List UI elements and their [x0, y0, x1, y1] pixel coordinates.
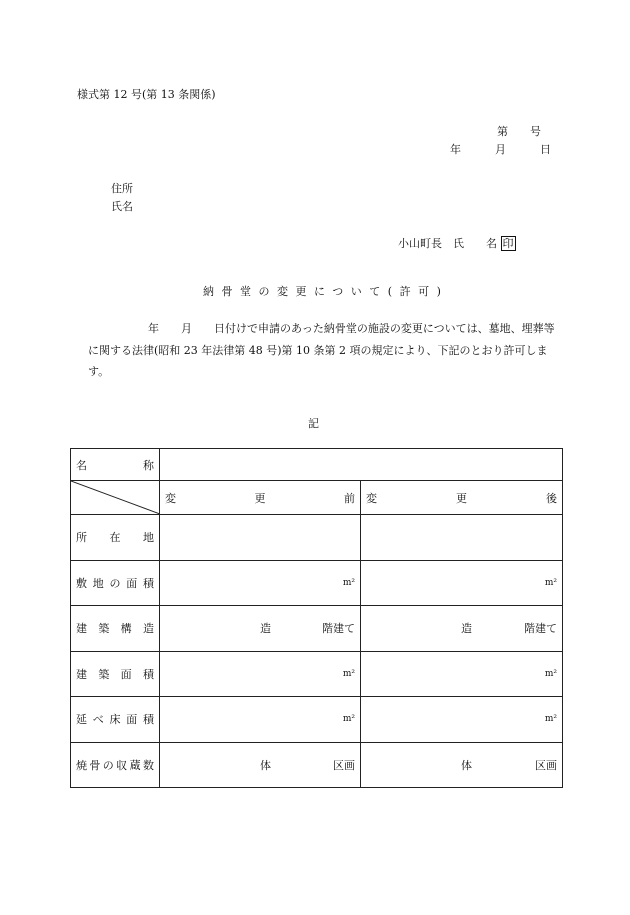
char: 積 — [142, 667, 154, 681]
table-row — [71, 481, 563, 515]
before-value-cell — [160, 560, 361, 606]
address-label: 住所 — [111, 182, 133, 195]
after-value-cell — [361, 515, 563, 561]
table-row — [71, 697, 563, 743]
char: 所 — [76, 531, 87, 545]
body-paragraph — [88, 318, 558, 383]
char: の — [109, 576, 121, 590]
after-value-cell — [361, 606, 563, 652]
issuer-name: 小山町長 氏 名 — [398, 237, 497, 250]
before-value-cell — [160, 697, 361, 743]
char: 後 — [546, 491, 557, 505]
value-pair — [366, 620, 557, 636]
row-label-cell — [71, 651, 160, 697]
unit-m2: m² — [544, 577, 557, 588]
document-date: 年 月 日 — [450, 143, 555, 156]
name-header — [76, 457, 154, 473]
char: 骨 — [89, 758, 101, 772]
value-pair — [366, 757, 557, 773]
change-table — [70, 448, 563, 788]
before-header-cell — [160, 481, 361, 515]
after-header-cell — [361, 481, 563, 515]
row-label — [76, 666, 154, 682]
char: 築 — [98, 622, 110, 636]
name-value-cell — [160, 449, 563, 481]
ki-heading: 記 — [308, 417, 319, 430]
table-row — [71, 651, 563, 697]
before-value-cell — [160, 515, 361, 561]
value-pair — [165, 620, 355, 636]
table-row — [71, 449, 563, 481]
value-unit: 体 — [260, 758, 271, 772]
diagonal-line — [71, 481, 160, 514]
before-value-cell — [160, 651, 361, 697]
char: 前 — [344, 491, 355, 505]
table-row — [71, 560, 563, 606]
unit-m2: m² — [342, 668, 355, 679]
issuer — [398, 235, 516, 251]
row-label — [76, 529, 154, 545]
char: 地 — [92, 576, 104, 590]
char: 蔵 — [129, 758, 141, 772]
value-unit: 階建て — [524, 622, 557, 636]
char: 面 — [126, 713, 138, 727]
char: 造 — [142, 622, 154, 636]
char: 床 — [109, 713, 121, 727]
before-value-cell — [160, 742, 361, 788]
before-header — [165, 490, 355, 506]
char: 在 — [109, 531, 121, 545]
char: 数 — [142, 758, 154, 772]
char: べ — [92, 713, 104, 727]
form-number: 様式第 12 号(第 13 条関係) — [77, 88, 216, 101]
char: 建 — [76, 622, 87, 636]
after-value-cell — [361, 560, 563, 606]
row-label-cell — [71, 697, 160, 743]
char: 面 — [120, 667, 132, 681]
value-unit: 造 — [461, 622, 472, 636]
table-row — [71, 515, 563, 561]
body-text: 年 月 日付けで申請のあった納骨堂の施設の変更については、墓地、埋葬等に関する法律(昭和 23 年法律第 48 号)第 10 条第 2 項の規定により、下記のとおり許可します。 — [88, 322, 555, 378]
char: 地 — [143, 531, 154, 545]
char: 更 — [456, 491, 467, 505]
unit-m2: m² — [544, 714, 557, 725]
row-label-cell — [71, 606, 160, 652]
row-label — [76, 575, 154, 591]
row-label — [76, 757, 154, 773]
seal-mark: 印 — [502, 237, 514, 250]
value-unit: 体 — [461, 758, 472, 772]
value-unit: 階建て — [322, 622, 355, 636]
char: 積 — [143, 713, 154, 727]
char: 構 — [120, 622, 132, 636]
char: 名 — [76, 458, 87, 472]
char: 築 — [98, 667, 110, 681]
after-header — [366, 490, 557, 506]
value-pair — [165, 757, 355, 773]
after-value-cell — [361, 697, 563, 743]
char: の — [102, 758, 114, 772]
char: 積 — [143, 576, 154, 590]
name-label: 氏名 — [111, 200, 133, 213]
char: 敷 — [76, 576, 87, 590]
value-unit: 区画 — [535, 758, 557, 772]
name-header-cell — [71, 449, 160, 481]
char: 収 — [116, 758, 128, 772]
char: 変 — [366, 491, 377, 505]
unit-m2: m² — [342, 577, 355, 588]
row-label-cell — [71, 515, 160, 561]
table-row — [71, 606, 563, 652]
char: 焼 — [76, 758, 87, 772]
table-row — [71, 742, 563, 788]
char: 変 — [165, 491, 176, 505]
char: 面 — [126, 576, 138, 590]
value-unit: 区画 — [333, 758, 355, 772]
after-value-cell — [361, 651, 563, 697]
before-value-cell — [160, 606, 361, 652]
char: 更 — [254, 491, 266, 505]
row-label-cell — [71, 742, 160, 788]
unit-m2: m² — [544, 668, 557, 679]
char: 延 — [76, 713, 87, 727]
document-title: 納骨堂の変更について(許可) — [203, 285, 449, 298]
row-label — [76, 620, 154, 636]
diagonal-cell — [71, 481, 160, 515]
after-value-cell — [361, 742, 563, 788]
char: 称 — [143, 458, 154, 472]
unit-m2: m² — [342, 714, 355, 725]
document-number: 第 号 — [497, 125, 541, 138]
row-label — [76, 711, 154, 727]
char: 建 — [76, 667, 87, 681]
value-unit: 造 — [260, 622, 271, 636]
row-label-cell — [71, 560, 160, 606]
